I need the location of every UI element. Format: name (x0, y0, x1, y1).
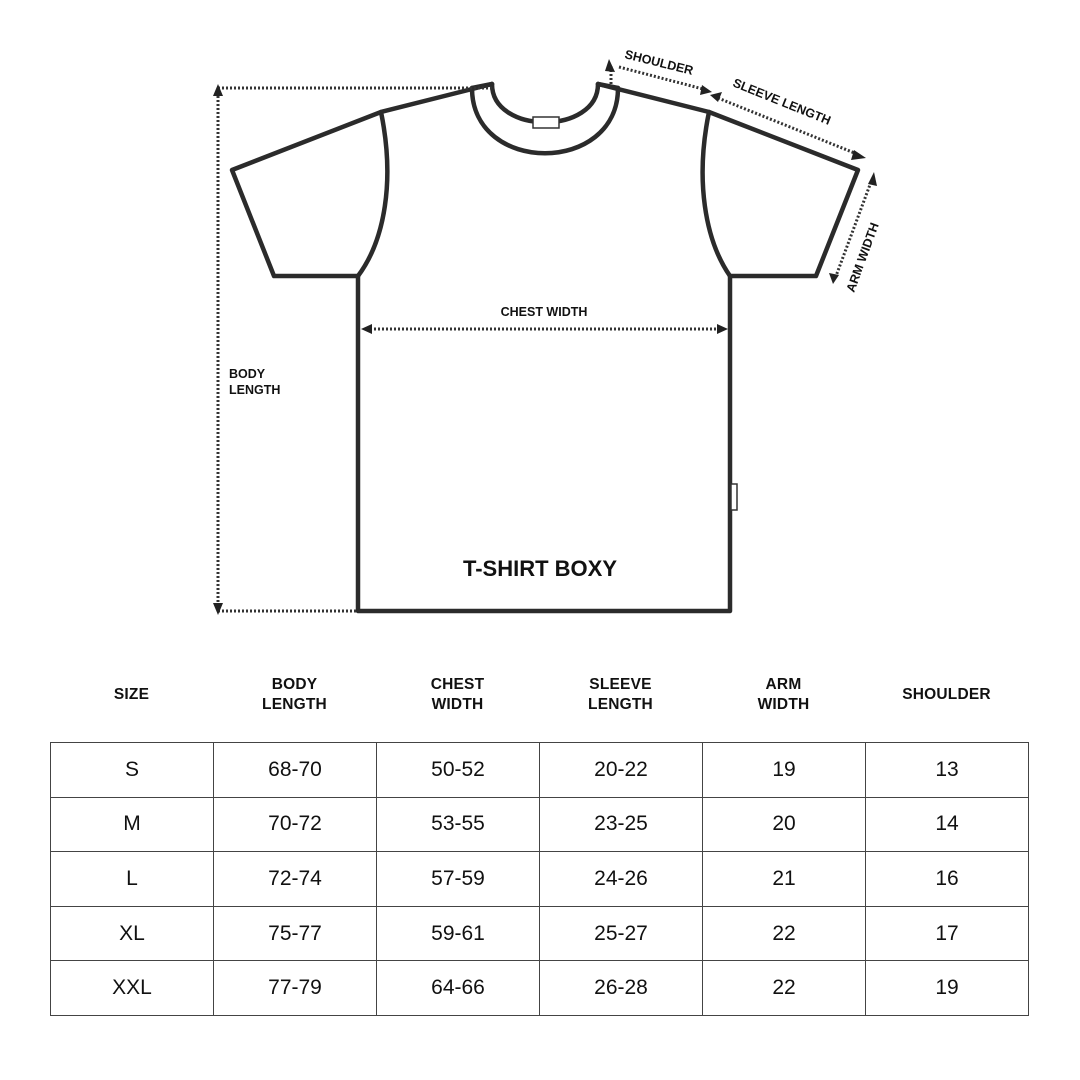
table-cell-body-length: 77-79 (214, 961, 377, 1016)
arm-width-label: ARM WIDTH (843, 220, 882, 295)
table-row (51, 961, 1029, 1016)
table-cell-body-length: 70-72 (214, 797, 377, 852)
table-cell-sleeve-length: 26-28 (540, 961, 703, 1016)
body-length-label-line2: LENGTH (229, 383, 281, 397)
header-size-text: SIZE (113, 686, 150, 703)
shoulder-label: SHOULDER (623, 47, 695, 78)
table-cell-chest-width: 50-52 (377, 743, 540, 798)
size-table (50, 742, 1029, 1016)
table-cell-arm-width: 21 (703, 852, 866, 907)
table-cell-sleeve-length: 20-22 (540, 743, 703, 798)
table-row (51, 906, 1029, 961)
chest-width-measure (361, 324, 728, 334)
table-cell-body-length: 72-74 (214, 852, 377, 907)
header-chest-width-line2: WIDTH (431, 696, 484, 713)
header-arm-width (702, 660, 865, 730)
header-body-length-line1: BODY (271, 676, 318, 693)
header-arm-width-line1: ARM (765, 676, 802, 693)
table-cell-shoulder: 19 (866, 961, 1029, 1016)
table-cell-arm-width: 22 (703, 906, 866, 961)
table-cell-size: S (51, 743, 214, 798)
header-body-length (213, 660, 376, 730)
table-cell-shoulder: 13 (866, 743, 1029, 798)
table-cell-chest-width: 59-61 (377, 906, 540, 961)
sleeve-length-label: SLEEVE LENGTH (730, 75, 833, 128)
table-cell-arm-width: 19 (703, 743, 866, 798)
header-shoulder-text: SHOULDER (902, 686, 991, 703)
header-chest-width-line1: CHEST (430, 676, 485, 693)
header-size (50, 660, 213, 730)
table-cell-arm-width: 22 (703, 961, 866, 1016)
table-cell-size: L (51, 852, 214, 907)
chest-width-label: CHEST WIDTH (500, 305, 588, 319)
tshirt-outline (232, 84, 858, 611)
header-shoulder (865, 660, 1028, 730)
table-cell-chest-width: 57-59 (377, 852, 540, 907)
table-cell-sleeve-length: 23-25 (540, 797, 703, 852)
table-row (51, 852, 1029, 907)
table-cell-size: M (51, 797, 214, 852)
size-table-header (50, 660, 1028, 730)
table-cell-shoulder: 14 (866, 797, 1029, 852)
header-chest-width (376, 660, 539, 730)
body-length-measure (213, 84, 492, 615)
neck-label-icon (533, 117, 559, 128)
table-cell-body-length: 75-77 (214, 906, 377, 961)
table-cell-chest-width: 64-66 (377, 961, 540, 1016)
header-sleeve-length-line1: SLEEVE (589, 676, 652, 693)
table-cell-body-length: 68-70 (214, 743, 377, 798)
body-length-label-line1: BODY (229, 367, 265, 381)
table-row (51, 743, 1029, 798)
table-cell-chest-width: 53-55 (377, 797, 540, 852)
table-cell-sleeve-length: 25-27 (540, 906, 703, 961)
table-row (51, 797, 1029, 852)
table-cell-sleeve-length: 24-26 (540, 852, 703, 907)
side-tag-icon (731, 484, 737, 510)
table-cell-arm-width: 20 (703, 797, 866, 852)
body-length-label (229, 367, 280, 397)
header-arm-width-line2: WIDTH (757, 696, 810, 713)
header-sleeve-length (539, 660, 702, 730)
header-body-length-line2: LENGTH (262, 696, 327, 713)
table-cell-size: XL (51, 906, 214, 961)
table-cell-shoulder: 17 (866, 906, 1029, 961)
product-title: T-SHIRT BOXY (462, 556, 618, 581)
header-sleeve-length-line2: LENGTH (588, 696, 653, 713)
table-cell-size: XXL (51, 961, 214, 1016)
table-cell-shoulder: 16 (866, 852, 1029, 907)
